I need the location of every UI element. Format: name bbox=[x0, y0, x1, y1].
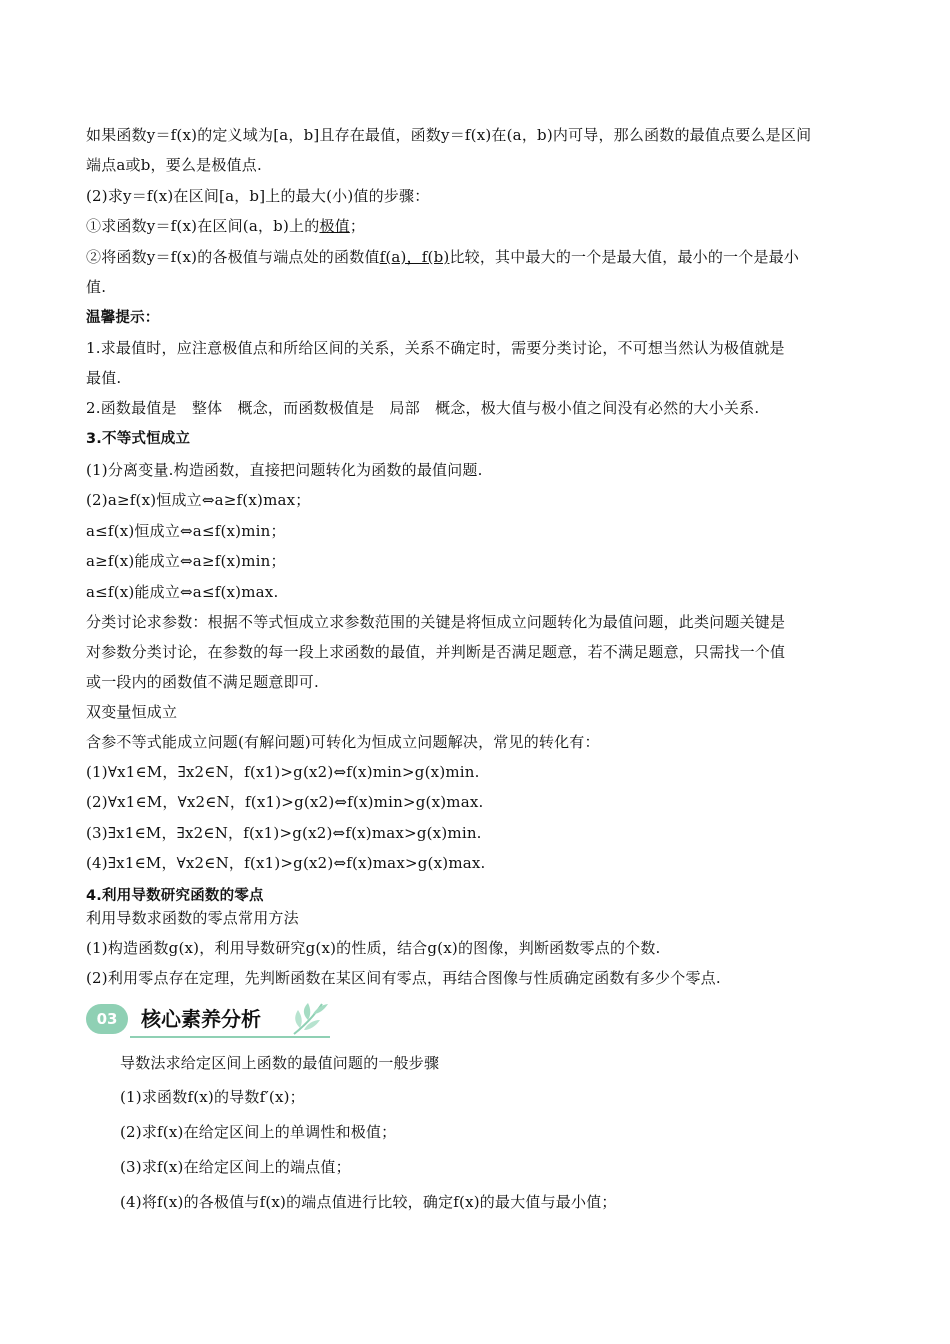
text-segment: ②将函数y＝f(x)的各极值与端点处的函数值 bbox=[86, 248, 380, 266]
text-line: (2)求f(x)在给定区间上的单调性和极值； bbox=[120, 1123, 397, 1141]
underlined-answer: f(a)，f(b) bbox=[379, 248, 450, 266]
text-line: 最值. bbox=[86, 369, 122, 387]
text-line: (3)∃x1∈M，∃x2∈N，f(x1)>g(x2)⇔f(x)max>g(x)min. bbox=[86, 824, 482, 842]
text-line: 2.函数最值是 整体 概念，而函数极值是 局部 概念，极大值与极小值之间没有必然的大小关系. bbox=[86, 399, 760, 417]
leaf-icon bbox=[286, 1000, 334, 1038]
text-line: 1.求最值时，应注意极值点和所给区间的关系，关系不确定时，需要分类讨论，不可想当然认为极值就是 bbox=[86, 339, 785, 357]
text-line: 含参不等式能成立问题(有解问题)可转化为恒成立问题解决，常见的转化有： bbox=[86, 733, 600, 751]
underlined-answer: 极值 bbox=[319, 217, 350, 235]
text-segment: 比较，其中最大的一个是最大值，最小的一个是最小 bbox=[449, 248, 800, 266]
text-line bbox=[86, 216, 866, 236]
text-segment: ； bbox=[349, 217, 366, 235]
text-line: (2)∀x1∈M，∀x2∈N，f(x1)>g(x2)⇔f(x)min>g(x)max. bbox=[86, 793, 484, 811]
text-line: 值. bbox=[86, 278, 107, 296]
text-line: 导数法求给定区间上函数的最值问题的一般步骤 bbox=[120, 1054, 440, 1072]
text-line: (2)利用零点存在定理，先判断函数在某区间有零点，再结合图像与性质确定函数有多少个零点. bbox=[86, 969, 721, 987]
text-line: (1)构造函数g(x)，利用导数研究g(x)的性质，结合g(x)的图像，判断函数零点的个数. bbox=[86, 939, 661, 957]
text-line: 双变量恒成立 bbox=[86, 703, 178, 721]
text-line: (2)a≥f(x)恒成立⇔a≥f(x)max； bbox=[86, 491, 311, 509]
text-line: a≥f(x)能成立⇔a≥f(x)min； bbox=[86, 552, 286, 570]
text-line: 端点a或b，要么是极值点. bbox=[86, 156, 262, 174]
text-line: (4)∃x1∈M，∀x2∈N，f(x1)>g(x2)⇔f(x)max>g(x)max. bbox=[86, 854, 486, 872]
text-line: (1)分离变量.构造函数，直接把问题转化为函数的最值问题. bbox=[86, 461, 483, 479]
text-line: (4)将f(x)的各极值与f(x)的端点值进行比较，确定f(x)的最大值与最小值； bbox=[120, 1193, 617, 1211]
text-line: 利用导数求函数的零点常用方法 bbox=[86, 909, 299, 927]
text-line: (2)求y＝f(x)在区间[a，b]上的最大(小)值的步骤： bbox=[86, 187, 430, 205]
text-line: 或一段内的函数值不满足题意即可. bbox=[86, 673, 319, 691]
tip-heading: 温馨提示： bbox=[86, 310, 160, 326]
text-line: 对参数分类讨论，在参数的每一段上求函数的最值，并判断是否满足题意，若不满足题意，只需找一个值 bbox=[86, 643, 786, 661]
section-banner-title: 核心素养分析 bbox=[141, 1007, 261, 1031]
text-line: 分类讨论求参数：根据不等式恒成立求参数范围的关键是将恒成立问题转化为最值问题，此类问题关键是 bbox=[86, 613, 786, 631]
text-line: 如果函数y＝f(x)的定义域为[a，b]且存在最值，函数y＝f(x)在(a，b)内可导，那么函数的最值点要么是区间 bbox=[86, 126, 812, 144]
section-banner bbox=[86, 1000, 336, 1040]
text-line: a≤f(x)能成立⇔a≤f(x)max. bbox=[86, 583, 279, 601]
text-line: (1)∀x1∈M，∃x2∈N，f(x1)>g(x2)⇔f(x)min>g(x)min. bbox=[86, 763, 480, 781]
section-heading: 3.不等式恒成立 bbox=[86, 431, 191, 447]
text-line: a≤f(x)恒成立⇔a≤f(x)min； bbox=[86, 522, 286, 540]
text-line: (3)求f(x)在给定区间上的端点值； bbox=[120, 1158, 351, 1176]
section-heading: 4.利用导数研究函数的零点 bbox=[86, 888, 264, 904]
text-segment: ①求函数y＝f(x)在区间(a，b)上的 bbox=[86, 217, 320, 235]
section-number-badge: 03 bbox=[86, 1004, 128, 1034]
text-line: (1)求函数f(x)的导数f′(x)； bbox=[120, 1088, 305, 1106]
text-line bbox=[86, 247, 866, 267]
